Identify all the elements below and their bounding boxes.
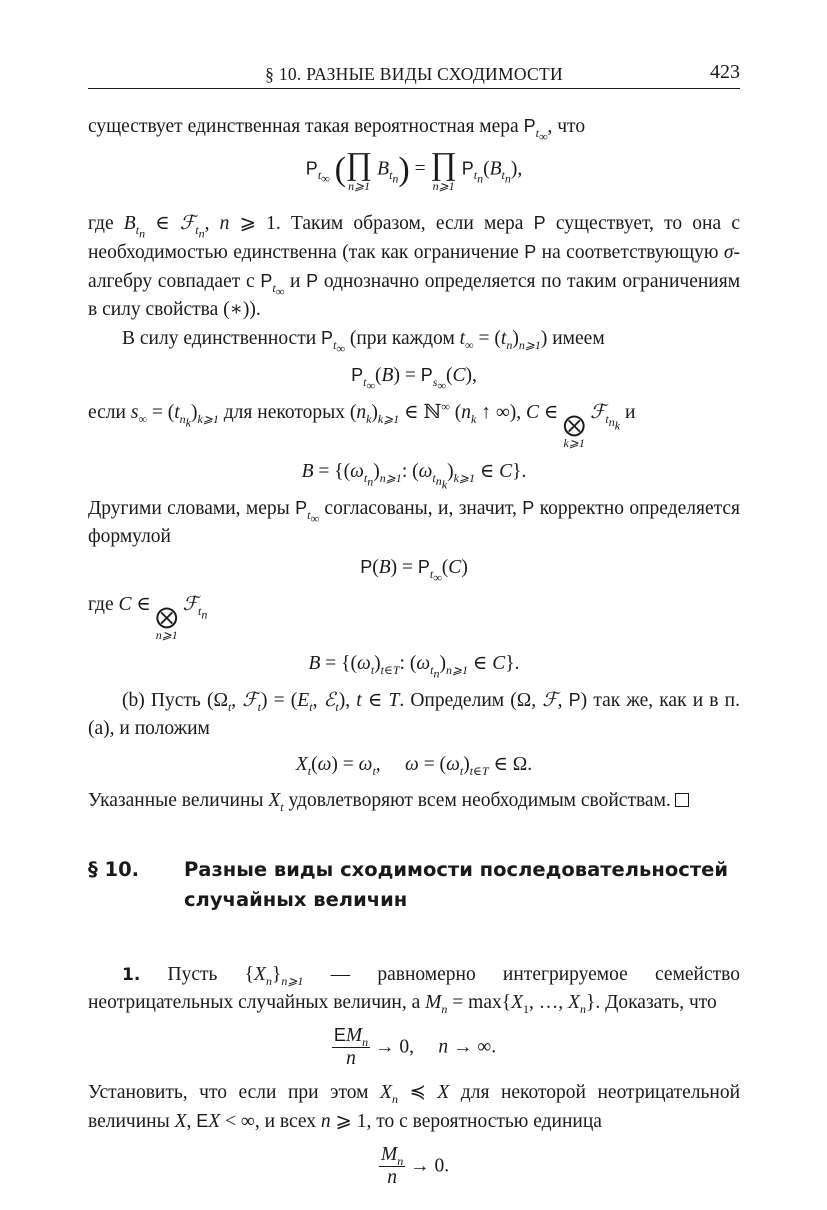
equation-coordinate-process: $X_t(\omega) = \omega_t$, $\omega = (\omega_t)_{t\in T}$ ∈ Ω.	[295, 754, 533, 778]
equation-limit-as: $\frac{M_n}{n}$ → 0.	[380, 1143, 450, 1189]
paragraph-7: (b) Пусть ($\Omega_t$, ℱ$_t$) = ($E_t$, ℰ$_t$), t ∈ T. Определим (Ω, ℱ, P) так же, как и в п. (a), и положим	[88, 688, 740, 739]
page-body	[88, 112, 740, 1198]
equation-definition: $P(B) = P_{t_\infty}(C)$	[360, 557, 468, 585]
problem-1: 1. Пусть $\{X_n\}_{n⩾1}$ — равномерно интегрируемое семейство неотрицательных случайных величин, а $M_n = \max\{X_1$, …, $X_n$}. Доказать, что	[88, 964, 740, 1016]
equation-set-b-general: $B = \{(\omega_t)_{t\in T}$: $(\omega_{t_n})_{n⩾1}$ ∈ C}.	[308, 653, 520, 681]
paragraph-4: если $s_\infty = (t_{n_k})_{k⩾1}$ для некоторых $(n_k)_{k⩾1}$ ∈ ℕ∞ ($n_k$ ↑ ∞), C ∈ ⨂ k⩾1 ℱ$_{t_{n_k}}$ и	[88, 399, 636, 450]
qed-square-icon	[675, 793, 689, 807]
equation-set-b: $B = \{(\omega_{t_n})_{n⩾1}$: $(\omega_{t_{n_k}})_{k⩾1}$ ∈ C}.	[301, 461, 527, 492]
running-title: § 10. РАЗНЫЕ ВИДЫ СХОДИМОСТИ	[265, 64, 563, 84]
running-header	[88, 58, 740, 89]
paragraph-2: где $B_{t_n}$ ∈ ℱ$_{t_n}$, n ⩾ 1. Таким образом, если мера P существует, то она с необходимостью единственна (так как ограничение P на соответствующую σ-алгебру совпадает с $P_{t_\infty}$ и P однозначно определяется по таким ограничениям в силу свойства (∗)).	[88, 211, 741, 320]
problem-number: 1.	[122, 965, 141, 985]
paragraph-5: Другими словами, меры $P_{t_\infty}$ согласованы, и, значит, P корректно определяется формулой	[88, 498, 740, 547]
paragraph-8: Указанные величины $X_t$ удовлетворяют всем необходимым свойствам.	[88, 787, 740, 815]
section-title: Разные виды сходимости последовательностей случайных величин	[184, 858, 729, 911]
paragraph-6: где C ∈ ⨂ n⩾1 ℱ$_{t_n}$	[88, 592, 208, 642]
equation-product-measure: $P_{t_\infty}$ ( ∏ n⩾1 $B_{t_n}$) = ∏ n⩾1 $P_{t_n}(B_{t_n})$,	[305, 145, 523, 193]
section-number: § 10.	[88, 858, 140, 881]
problem-1-continued: Установить, что если при этом $X_n$ ≼ X для некоторой неотрицательной величины X, EX < ∞, и всех n ⩾ 1, то с вероятностью единица	[88, 1081, 741, 1132]
equation-consistency: $P_{t_\infty}(B) = P_{s_\infty}(C)$,	[351, 365, 477, 393]
page-number: 423	[710, 61, 740, 83]
paragraph-3: В силу единственности $P_{t_\infty}$ (при каждом $t_\infty = (t_n)_{n⩾1}$) имеем	[122, 328, 605, 356]
paragraph-1: существует единственная такая вероятностная мера $P_{t_\infty}$, что	[88, 116, 586, 144]
section-heading	[88, 855, 740, 915]
equation-limit-expectation: $\frac{EM_n}{n}$ → 0, n → ∞.	[333, 1025, 497, 1070]
